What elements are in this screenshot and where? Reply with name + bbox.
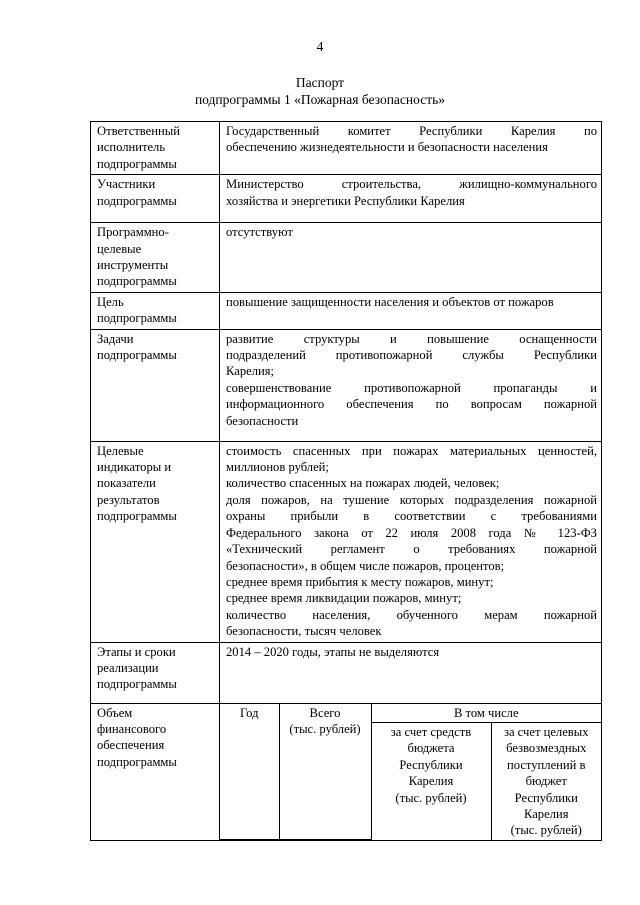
row-content: [220, 175, 602, 223]
document-title: [0, 74, 640, 108]
label-line: реализации: [97, 660, 159, 675]
label-line: Участники: [97, 177, 156, 192]
content-line: безопасности: [226, 413, 299, 428]
row-label: [91, 703, 220, 841]
row-tasks: [91, 329, 602, 441]
content-line: повышение защищенности населения и объектов от пожаров: [226, 294, 554, 309]
header-line: Карелия: [523, 806, 569, 821]
label-line: Ответственный: [97, 124, 180, 138]
label-line: подпрограммы: [97, 509, 177, 524]
header-line: бюджет: [525, 774, 567, 789]
label-line: подпрограммы: [97, 156, 177, 171]
row-label: [91, 122, 220, 175]
content-line: количество населения, обученного мерам пожарной: [226, 607, 597, 622]
row-label: [91, 175, 220, 223]
header-line: Республики: [399, 757, 463, 772]
header-year: Год: [220, 704, 279, 840]
label-line: подпрограммы: [97, 348, 177, 363]
row-responsible-executor: [91, 122, 602, 175]
label-line: подпрограммы: [97, 193, 177, 208]
content-line: миллионов рублей;: [226, 460, 329, 475]
header-total: [279, 704, 371, 840]
row-label: [91, 223, 220, 293]
row-label: [91, 441, 220, 642]
content-line: обеспечению жизнедеятельности и безопасности населения: [226, 140, 548, 155]
row-stages-and-terms: [91, 642, 602, 703]
header-line: Карелия: [408, 774, 454, 789]
label-line: показатели: [97, 476, 156, 491]
page-number: 4: [316, 39, 324, 54]
content-line: 2014 – 2020 годы, этапы не выделяются: [226, 644, 440, 659]
label-line: Цель: [97, 294, 124, 309]
row-program-tools: [91, 223, 602, 293]
row-content: [220, 292, 602, 329]
content-line: количество спасенных на пожарах людей, человек;: [226, 476, 500, 491]
row-label: [91, 329, 220, 441]
row-label: [91, 642, 220, 703]
header-line: бюджета: [407, 741, 455, 756]
header-line: за счет целевых: [503, 724, 589, 739]
label-line: финансового: [97, 721, 167, 736]
content-line: Министерство строительства, жилищно-коммунального: [226, 177, 597, 192]
header-budget-funds: [371, 722, 491, 839]
header-line: (тыс. рублей): [395, 790, 467, 805]
content-line: среднее время прибытия к месту пожаров, минут;: [226, 574, 494, 589]
content-line: хозяйства и энергетики Республики Карелия: [226, 193, 465, 208]
label-line: результатов: [97, 492, 160, 507]
label-line: Программно-: [97, 225, 169, 240]
row-content: [220, 642, 602, 703]
title-line-2: подпрограммы 1 «Пожарная безопасность»: [194, 92, 446, 107]
passport-table: [90, 121, 602, 841]
content-line: охраны прибыли в соответствии с требованиями: [226, 509, 597, 524]
title-line-1: Паспорт: [295, 75, 345, 90]
content-line: стоимость спасенных при пожарах материальных ценностей,: [226, 443, 597, 458]
label-line: индикаторы и: [97, 460, 172, 475]
row-financing-volume: [91, 703, 602, 841]
header-line: поступлений в: [506, 757, 586, 772]
row-participants: [91, 175, 602, 223]
row-content: [220, 329, 602, 441]
label-line: целевые: [97, 241, 142, 256]
content-line: «Технический регламент о требованиях пожарной: [226, 542, 597, 557]
row-label: [91, 292, 220, 329]
label-line: подпрограммы: [97, 311, 177, 326]
label-line: Этапы и сроки: [97, 644, 176, 659]
label-line: подпрограммы: [97, 677, 177, 692]
content-line: безопасности, тысяч человек: [226, 624, 382, 639]
row-target-indicators: [91, 441, 602, 642]
header-line: (тыс. рублей): [510, 823, 582, 838]
content-line: отсутствуют: [226, 225, 293, 240]
label-line: подпрограммы: [97, 754, 177, 769]
label-line: подпрограммы: [97, 274, 177, 289]
content-line: Государственный комитет Республики Карелия по: [226, 124, 597, 138]
content-line: безопасности», в общем числе пожаров, процентов;: [226, 558, 505, 573]
content-line: подразделений противопожарной службы Республики: [226, 348, 597, 363]
content-line: среднее время ликвидации пожаров, минут;: [226, 591, 462, 606]
label-line: обеспечения: [97, 738, 165, 753]
row-content: [220, 122, 602, 175]
header-including: В том числе: [371, 704, 601, 723]
financing-table: [220, 704, 601, 841]
label-line: Объем: [97, 705, 133, 720]
header-line: (тыс. рублей): [289, 721, 361, 736]
content-line: развитие структуры и повышение оснащенности: [226, 331, 597, 346]
row-goal: [91, 292, 602, 329]
content-line: доля пожаров, на тушение которых подразделения пожарной: [226, 492, 597, 507]
content-line: совершенствование противопожарной пропаганды и: [226, 380, 597, 395]
label-line: инструменты: [97, 258, 169, 273]
header-line: Всего: [309, 705, 341, 720]
header-line: Республики: [514, 790, 578, 805]
content-line: Карелия;: [226, 364, 275, 379]
content-line: информационного обеспечения по вопросам пожарной: [226, 397, 597, 412]
label-line: Задачи: [97, 331, 134, 346]
content-line: Федерального закона от 22 июля 2008 года № 123-ФЗ: [226, 525, 597, 540]
header-targeted-grants: [491, 722, 601, 839]
label-line: исполнитель: [97, 140, 166, 155]
row-content: [220, 223, 602, 293]
row-content: [220, 441, 602, 642]
label-line: Целевые: [97, 443, 144, 458]
header-line: за счет средств: [390, 724, 472, 739]
financing-table-cell: [220, 703, 602, 841]
header-line: безвозмездных: [506, 741, 587, 756]
